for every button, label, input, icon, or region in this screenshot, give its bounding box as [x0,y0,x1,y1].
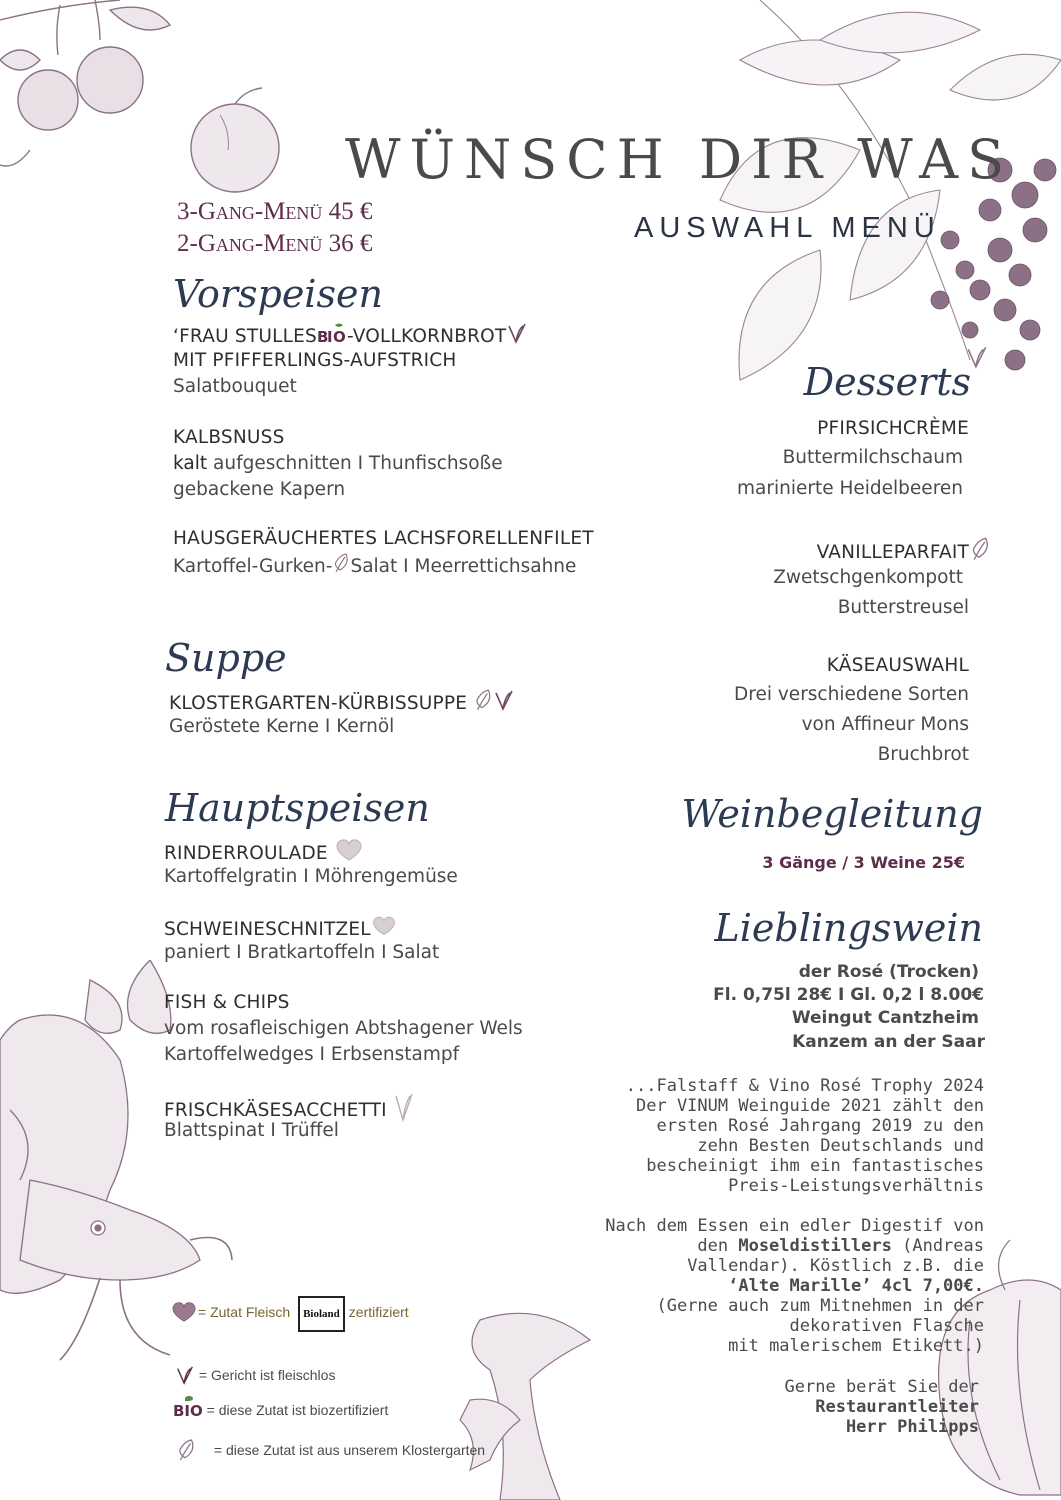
legend-meat-row [170,1296,409,1332]
dish-lachs-desc-b: Salat I Meerrettichsahne [350,556,577,577]
dessert-kaese-name: KÄSEAUSWAHL [826,655,969,676]
digestif-line-a: den [697,1236,739,1256]
dessert-pfirsich-desc1: Buttermilchschaum [782,447,963,468]
dish-kalbsnuss-desc1-rest: aufgeschnitten I Thunfischsoße [207,453,503,474]
dish-fishchips-name: FISH & CHIPS [164,992,290,1013]
dish-brot-desc: Salatbouquet [173,376,297,397]
dish-schweineschnitzel-name-text: SCHWEINESCHNITZEL [164,919,371,940]
section-heading-hauptspeisen: Hauptspeisen [165,786,430,830]
legend-garden-text: = diese Zutat ist aus unserem Klostergarten [213,1442,486,1459]
veggie-v-icon [493,689,515,719]
veggie-v-icon [175,1364,195,1389]
price-2-course: 2-Gang-Menü 36 € [177,230,373,257]
fruit-illustration [0,0,300,230]
dessert-pfirsich-desc2: marinierte Heidelbeeren [737,478,963,499]
dish-kalbsnuss-name: KALBSNUSS [173,427,285,448]
dish-kalbsnuss-desc2: gebackene Kapern [173,479,346,500]
contact-name: Herr Philipps [845,1417,979,1437]
price-3-course: 3-Gang-Menü 45 € [177,198,373,225]
wine-awards-paragraph [626,1076,984,1196]
leaf-icon [332,552,350,582]
section-heading-vorspeisen: Vorspeisen [173,272,383,316]
dish-sacchetti-desc: Blattspinat I Trüffel [164,1120,339,1141]
dish-schweineschnitzel-desc: paniert I Bratkartoffeln I Salat [164,942,440,963]
dish-brot-name-a: ‘FRAU STULLES [173,326,317,347]
dessert-kaese-desc1: Drei verschiedene Sorten [734,684,969,705]
legend-bio-text: = diese Zutat ist biozertifiziert [206,1402,389,1418]
svg-text:B: B [316,328,329,344]
dish-fishchips-desc2: Kartoffelwedges I Erbsenstampf [164,1044,460,1065]
digestif-line-c: (Andreas [891,1236,984,1256]
bio-logo-text: BIO [173,1402,203,1421]
legend-bio-row [173,1402,388,1420]
wine-awards-line: zehn Besten Deutschlands und [697,1136,984,1156]
dish-rinderroulade-name-text: RINDERROULADE [164,843,328,864]
heart-icon [170,1301,198,1326]
dessert-kaese-desc2: von Affineur Mons [801,714,969,735]
wine-estate: Weingut Cantzheim [791,1008,979,1028]
wine-awards-line: Der VINUM Weinguide 2021 zählt den [636,1096,984,1116]
contact-role: Restaurantleiter [815,1397,979,1417]
digestif-line: mit malerischem Etikett.) [728,1336,984,1356]
section-heading-lieblingswein: Lieblingswein [714,906,983,950]
wine-pairing-offer: 3 Gänge / 3 Weine 25€ [762,853,965,872]
svg-text:O: O [332,328,346,344]
legend-meat-text: = Zutat Fleisch [198,1304,291,1320]
digestif-line: Vallendar). Köstlich z.B. die [687,1256,984,1276]
section-heading-suppe: Suppe [165,636,287,680]
wine-location: Kanzem an der Saar [792,1032,985,1052]
dish-kuerbissuppe-name-text: KLOSTERGARTEN-KÜRBISSUPPE [169,693,468,714]
dish-sacchetti-name-text: FRISCHKÄSESACCHETTI [164,1100,387,1121]
dessert-vanille-desc1: Zwetschgenkompott [773,567,963,588]
wine-awards-line: ersten Rosé Jahrgang 2019 zu den [656,1116,984,1136]
bioland-logo: Bioland [298,1296,345,1332]
wine-awards-line: ...Falstaff & Vino Rosé Trophy 2024 [625,1076,984,1096]
legend-veg-row [175,1364,335,1389]
leaf-icon [176,1436,196,1467]
legend-certified-text: zertifiziert [348,1304,409,1320]
dish-kalbsnuss-desc1-bold: kalt [173,453,208,474]
legend-veg-text: = Gericht ist fleischlos [198,1367,336,1384]
dish-brot-name-line2: MIT PFIFFERLINGS-AUFSTRICH [173,350,457,371]
svg-text:I: I [326,328,333,344]
dessert-vanille-desc2: Butterstreusel [837,597,969,618]
dessert-pfirsich-name: PFIRSICHCRÈME [817,418,969,439]
digestif-paragraph [605,1216,984,1356]
section-heading-desserts: Desserts [803,360,971,404]
dish-lachs-desc-a: Kartoffel-Gurken- [173,556,333,577]
contact-line: Gerne berät Sie der [784,1377,979,1397]
digestif-line [605,1236,984,1256]
chanterelle-illustration [440,1300,600,1500]
dish-brot-name-b: -VOLLKORNBROT [346,326,507,347]
digestif-line: Nach dem Essen ein edler Digestif von [605,1216,984,1236]
dessert-kaese-desc3: Bruchbrot [877,744,969,765]
menu-subtitle: AUSWAHL MENÜ [634,212,941,244]
dish-fishchips-desc1: vom rosafleischigen Abtshagener Wels [164,1018,523,1039]
dish-rinderroulade-desc: Kartoffelgratin I Möhrengemüse [164,866,458,887]
dish-kalbsnuss-desc1 [173,451,503,477]
contact-paragraph [785,1377,979,1437]
leaf-icon [473,688,493,720]
wine-awards-line: Preis-Leistungsverhältnis [728,1176,984,1196]
dish-kuerbissuppe-desc: Geröstete Kerne I Kernöl [169,716,395,737]
digestif-line: dekorativen Flasche [789,1316,984,1336]
section-heading-weinbegleitung: Weinbegleitung [681,792,983,836]
veggie-v-icon [393,1092,415,1130]
wine-price: Fl. 0,75l 28€ I Gl. 0,2 l 8.00€ [713,985,984,1005]
veggie-v-icon [506,322,528,352]
digestif-line: (Gerne auch zum Mitnehmen in der [656,1296,984,1316]
bio-icon [173,1402,203,1420]
wine-name: der Rosé (Trocken) [798,962,979,982]
menu-title: WÜNSCH DIR WAS [345,128,1014,191]
dessert-vanille-name-text: VANILLEPARFAIT [816,542,969,563]
legend-garden-row [176,1436,485,1467]
digestif-distillery: Moseldistillers [738,1236,892,1256]
dish-lachs-desc [173,552,576,582]
dish-lachs-name: HAUSGERÄUCHERTES LACHSFORELLENFILET [173,528,594,549]
leaf-icon [969,536,991,570]
digestif-product: ‘Alte Marille’ 4cl 7,00€. [728,1276,984,1296]
wine-awards-line: bescheinigt ihm ein fantastisches [646,1156,984,1176]
